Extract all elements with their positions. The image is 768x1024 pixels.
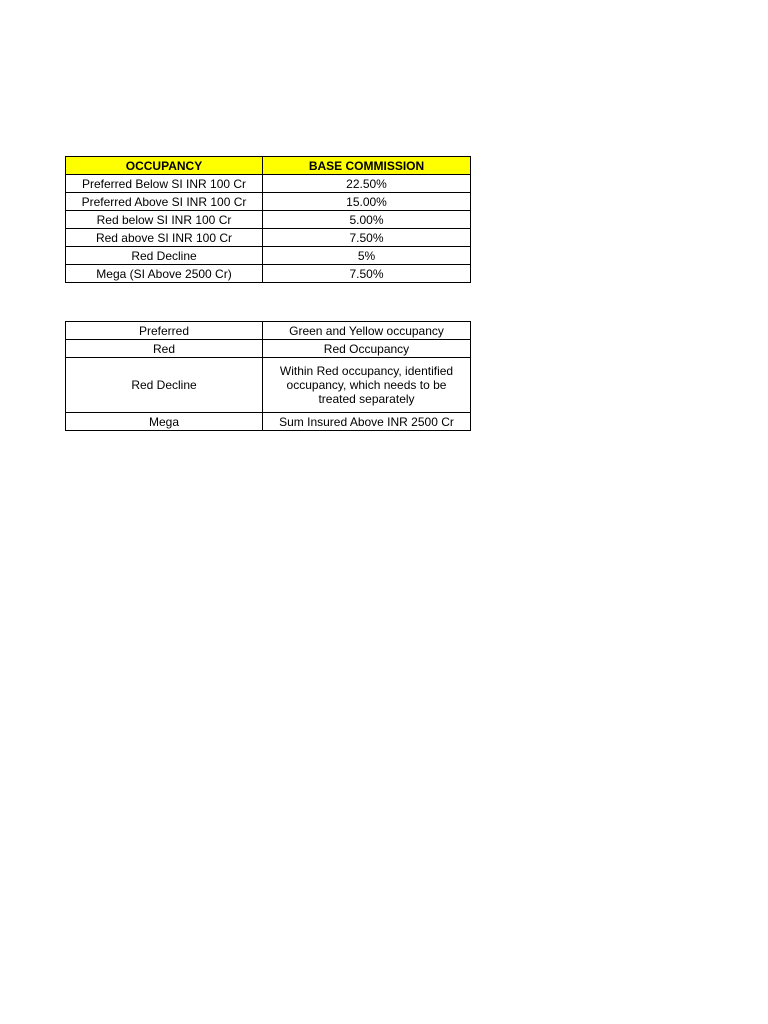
- table-row: [66, 211, 471, 229]
- commission-cell: 22.50%: [263, 175, 471, 193]
- occupancy-cell: Preferred Above SI INR 100 Cr: [66, 193, 263, 211]
- definition-cell: Sum Insured Above INR 2500 Cr: [263, 413, 471, 431]
- commission-cell: 5%: [263, 247, 471, 265]
- occupancy-cell: Red above SI INR 100 Cr: [66, 229, 263, 247]
- table-row: [66, 247, 471, 265]
- table-row: [66, 358, 471, 413]
- header-occupancy: OCCUPANCY: [66, 157, 263, 175]
- commission-cell: 5.00%: [263, 211, 471, 229]
- commission-cell: 7.50%: [263, 265, 471, 283]
- definition-cell: Within Red occupancy, identified occupancy, which needs to be treated separately: [263, 358, 471, 413]
- table-row: [66, 322, 471, 340]
- definition-table: [65, 321, 471, 431]
- commission-cell: 7.50%: [263, 229, 471, 247]
- commission-cell: 15.00%: [263, 193, 471, 211]
- occupancy-cell: Preferred Below SI INR 100 Cr: [66, 175, 263, 193]
- occupancy-cell: Red Decline: [66, 247, 263, 265]
- table-row: [66, 175, 471, 193]
- table-row: [66, 413, 471, 431]
- table-row: [66, 265, 471, 283]
- table-row: [66, 193, 471, 211]
- definition-cell: Red Occupancy: [263, 340, 471, 358]
- definition-cell: Green and Yellow occupancy: [263, 322, 471, 340]
- term-cell: Preferred: [66, 322, 263, 340]
- table-header-row: [66, 157, 471, 175]
- occupancy-cell: Mega (SI Above 2500 Cr): [66, 265, 263, 283]
- header-base-commission: BASE COMMISSION: [263, 157, 471, 175]
- table-row: [66, 340, 471, 358]
- table-row: [66, 229, 471, 247]
- term-cell: Mega: [66, 413, 263, 431]
- term-cell: Red: [66, 340, 263, 358]
- occupancy-cell: Red below SI INR 100 Cr: [66, 211, 263, 229]
- term-cell: Red Decline: [66, 358, 263, 413]
- commission-table: [65, 156, 471, 283]
